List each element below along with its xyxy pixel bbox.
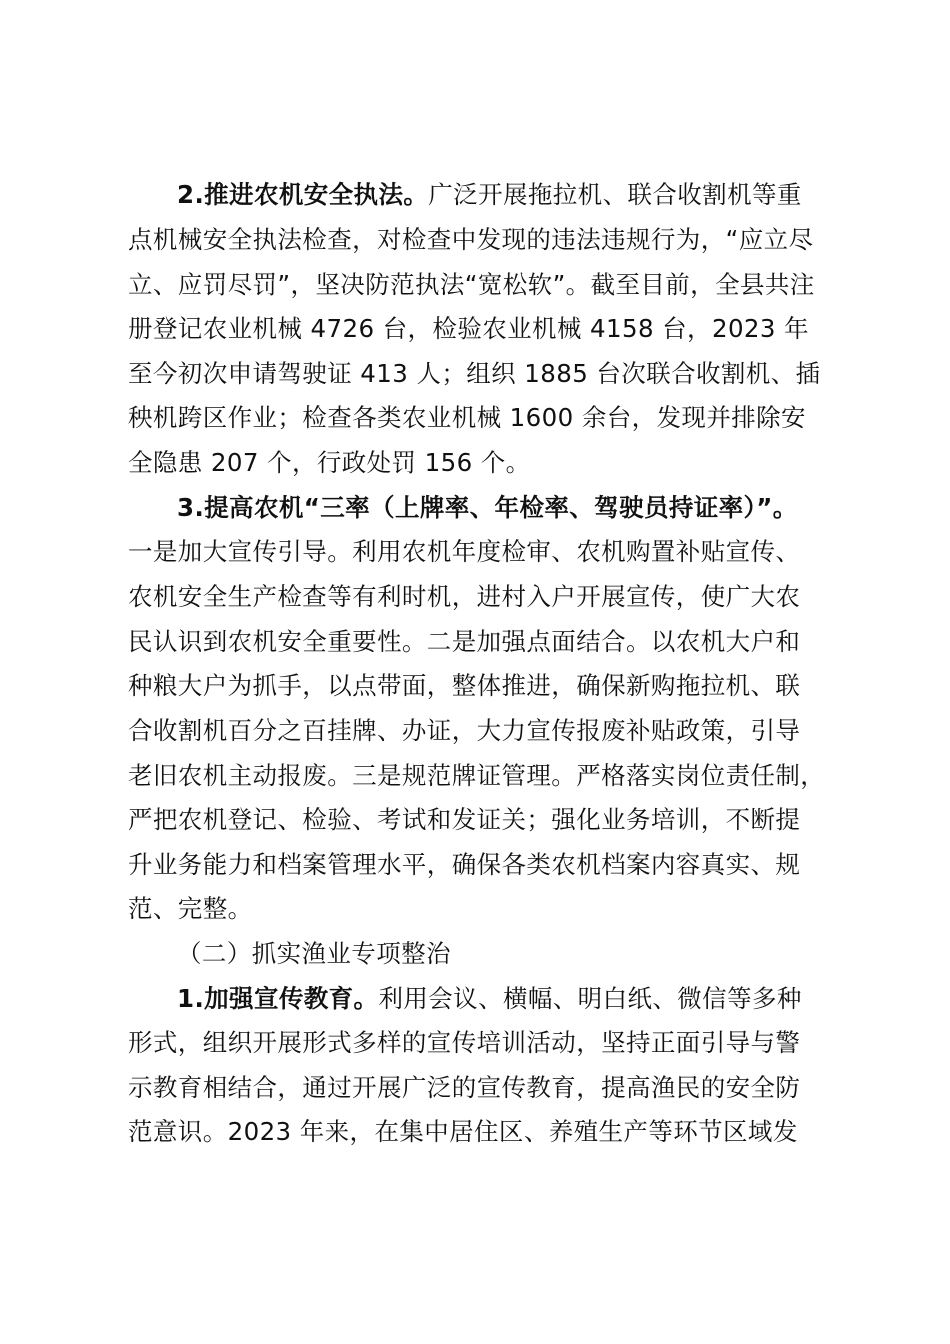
section-2-paragraph-1-line-4 — [128, 1110, 798, 1155]
line-text: 册登记农业机械 4726 台，检验农业机械 4158 台，2023 年 — [128, 314, 809, 343]
paragraph-3-line-2 — [128, 530, 800, 575]
line-text: 立、应罚尽罚”，坚决防范执法“宽松软”。截至目前，全县共注 — [128, 270, 815, 299]
line-text: 农机安全生产检查等有利时机，进村入户开展宣传，使广大农 — [128, 582, 801, 611]
line-text: 老旧农机主动报废。三是规范牌证管理。严格落实岗位责任制， — [128, 761, 826, 790]
section-2-paragraph-1-line-3 — [128, 1066, 800, 1111]
line-text: 严把农机登记、检验、考试和发证关；强化业务培训，不断提 — [128, 805, 801, 834]
paragraph-3-line-9 — [128, 843, 800, 888]
line-text: 秧机跨区作业；检查各类农业机械 1600 余台，发现并排除安 — [128, 403, 806, 432]
paragraph-2-heading: 2.推进农机安全执法。 — [177, 180, 429, 209]
line-text: 合收割机百分之百挂牌、办证，大力宣传报废补贴政策，引导 — [128, 716, 801, 745]
line-text: 示教育相结合，通过开展广泛的宣传教育，提高渔民的安全防 — [128, 1073, 801, 1102]
line-text: 广泛开展拖拉机、联合收割机等重 — [428, 180, 802, 209]
paragraph-3-line-4 — [128, 620, 800, 665]
paragraph-3-line-5 — [128, 664, 800, 709]
paragraph-3-line-7 — [128, 754, 825, 799]
line-text: 形式，组织开展形式多样的宣传培训活动，坚持正面引导与警 — [128, 1028, 801, 1057]
line-text: 升业务能力和档案管理水平，确保各类农机档案内容真实、规 — [128, 850, 801, 879]
paragraph-2-line-1 — [177, 173, 802, 218]
section-2-paragraph-1-line-1 — [177, 977, 802, 1022]
section-heading-text: （二）抓实渔业专项整治 — [177, 939, 451, 968]
paragraph-2-line-6 — [128, 396, 806, 441]
section-heading — [177, 932, 451, 977]
line-text: 种粮大户为抓手，以点带面，整体推进，确保新购拖拉机、联 — [128, 671, 801, 700]
paragraph-2-line-4 — [128, 307, 809, 352]
line-text: 点机械安全执法检查，对检查中发现的违法违规行为，“应立尽 — [128, 225, 814, 254]
line-text: 范、完整。 — [128, 894, 253, 923]
paragraph-2-line-3 — [128, 263, 815, 308]
line-text: 利用会议、横幅、明白纸、微信等多种 — [378, 984, 802, 1013]
paragraph-2-line-2 — [128, 218, 813, 263]
line-text: 全隐患 207 个，行政处罚 156 个。 — [128, 448, 531, 477]
paragraph-3-line-6 — [128, 709, 800, 754]
paragraph-3-line-3 — [128, 575, 800, 620]
line-text: 至今初次申请驾驶证 413 人；组织 1885 台次联合收割机、插 — [128, 359, 821, 388]
section-2-paragraph-1-heading: 1.加强宣传教育。 — [177, 984, 379, 1013]
paragraph-3-line-8 — [128, 798, 800, 843]
section-2-paragraph-1-line-2 — [128, 1021, 800, 1066]
paragraph-2-line-7 — [128, 441, 531, 486]
line-text: 民认识到农机安全重要性。二是加强点面结合。以农机大户和 — [128, 627, 801, 656]
line-text: 一是加大宣传引导。利用农机年度检审、农机购置补贴宣传、 — [128, 537, 801, 566]
paragraph-3-line-1 — [177, 486, 798, 531]
paragraph-2-line-5 — [128, 352, 820, 397]
paragraph-3-heading: 3.提高农机“三率（上牌率、年检率、驾驶员持证率）”。 — [177, 493, 798, 522]
paragraph-3-line-10 — [128, 887, 253, 932]
line-text: 范意识。2023 年来，在集中居住区、养殖生产等环节区域发 — [128, 1117, 798, 1146]
